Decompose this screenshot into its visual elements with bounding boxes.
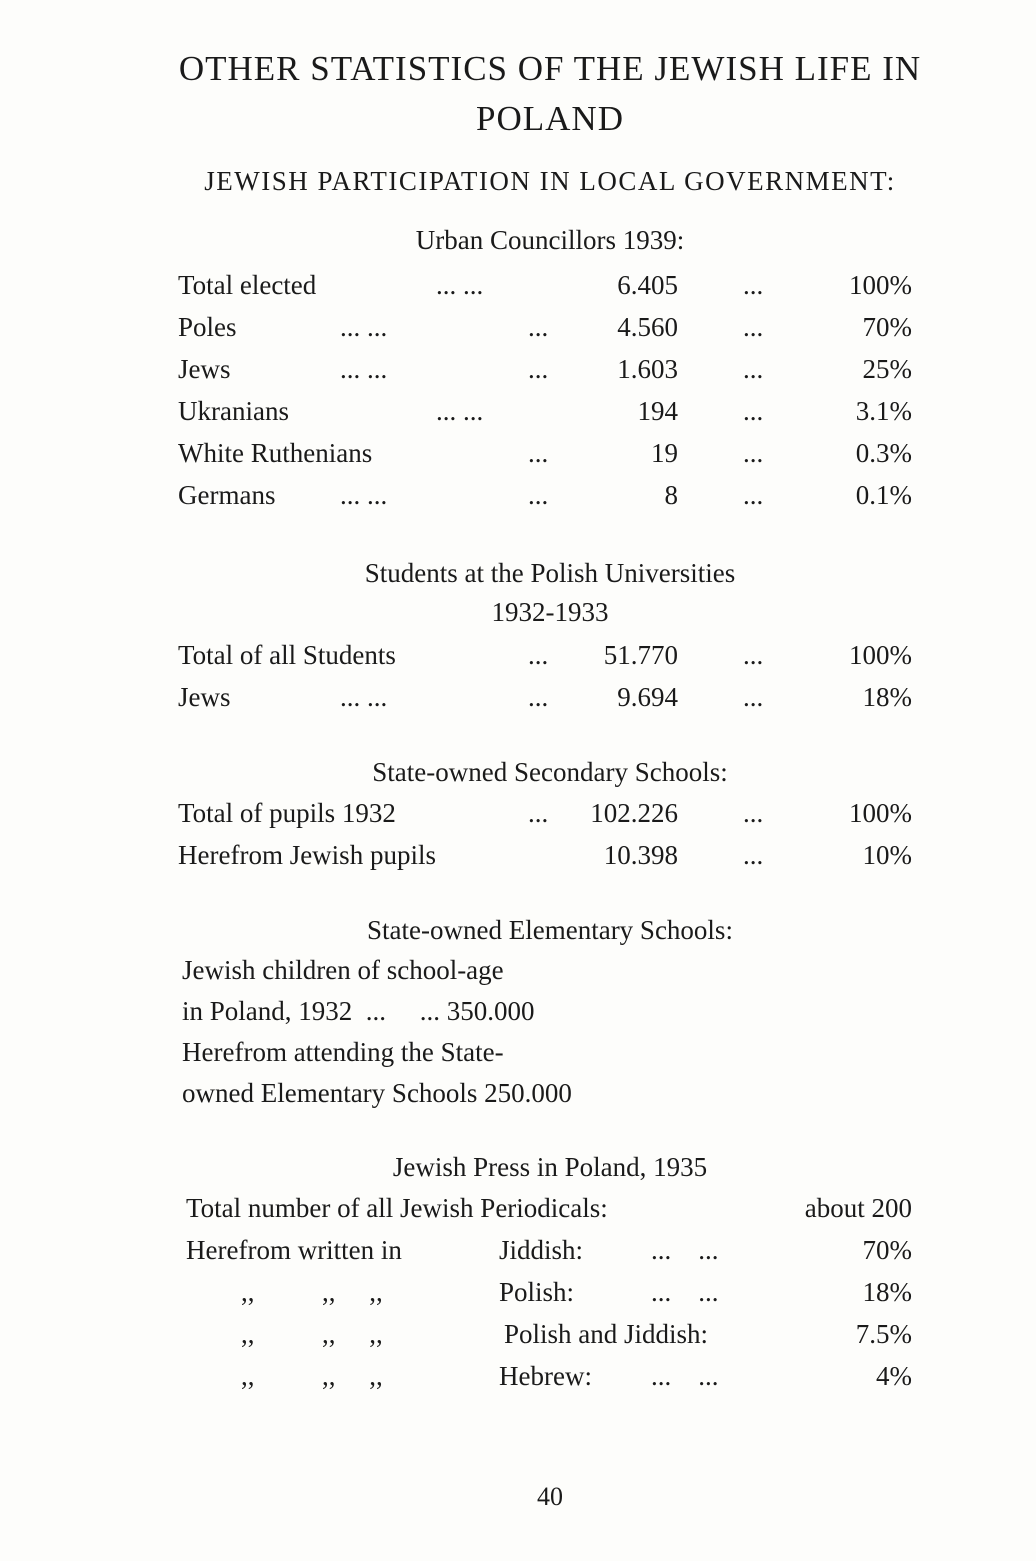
section-subtitle: JEWISH PARTICIPATION IN LOCAL GOVERNMENT: bbox=[204, 166, 896, 196]
row-percent: 100% bbox=[849, 270, 912, 300]
row-dots: ... bbox=[743, 840, 764, 870]
councillors-heading: Urban Councillors 1939: bbox=[415, 225, 685, 255]
press-row-language: Polish: bbox=[499, 1277, 575, 1307]
press-row-language: Jiddish: bbox=[499, 1235, 584, 1265]
press-row-percent: 4% bbox=[876, 1361, 912, 1391]
table-row bbox=[178, 396, 918, 434]
row-dots: ... bbox=[743, 438, 764, 468]
row-label: Total of all Students bbox=[178, 640, 396, 670]
row-dots: ... bbox=[528, 682, 549, 712]
row-dots: ... bbox=[743, 354, 764, 384]
elementary-line: in Poland, 1932 ... ... 350.000 bbox=[182, 996, 535, 1026]
row-dots: ... bbox=[743, 798, 764, 828]
page-number: 40 bbox=[537, 1482, 563, 1511]
row-percent: 3.1% bbox=[855, 396, 912, 426]
row-dots: ... ... bbox=[340, 312, 388, 342]
row-value: 9.694 bbox=[617, 682, 678, 712]
row-dots: ... bbox=[743, 396, 764, 426]
row-percent: 100% bbox=[849, 798, 912, 828]
table-row bbox=[178, 354, 918, 392]
page-title bbox=[60, 44, 1036, 144]
row-percent: 18% bbox=[862, 682, 912, 712]
press-row-dots: ... ... bbox=[651, 1235, 719, 1265]
row-label: Germans bbox=[178, 480, 276, 510]
row-label: Total of pupils 1932 bbox=[178, 798, 396, 828]
elementary-heading: State-owned Elementary Schools: bbox=[367, 915, 733, 945]
row-value: 8 bbox=[664, 480, 678, 510]
press-total-row bbox=[186, 1193, 912, 1231]
press-total-value: about 200 bbox=[804, 1193, 912, 1223]
row-dots: ... bbox=[743, 312, 764, 342]
press-row-prefix: ,, ,, ,, bbox=[241, 1361, 383, 1391]
press-row-language: Polish and Jiddish: bbox=[504, 1319, 709, 1349]
row-dots: ... bbox=[743, 640, 764, 670]
row-dots: ... bbox=[528, 640, 549, 670]
row-value: 194 bbox=[637, 396, 678, 426]
row-percent: 25% bbox=[862, 354, 912, 384]
row-value: 19 bbox=[651, 438, 678, 468]
row-value: 51.770 bbox=[603, 640, 678, 670]
table-row bbox=[178, 480, 918, 518]
row-dots: ... bbox=[528, 480, 549, 510]
press-total-label: Total number of all Jewish Periodicals: bbox=[186, 1193, 608, 1223]
row-dots: ... ... bbox=[340, 480, 388, 510]
press-row bbox=[186, 1319, 912, 1357]
row-dots: ... bbox=[528, 354, 549, 384]
press-row-language: Hebrew: bbox=[499, 1361, 592, 1391]
table-row bbox=[178, 682, 918, 720]
press-row-dots: ... ... bbox=[651, 1277, 719, 1307]
row-label: White Ruthenians bbox=[178, 438, 373, 468]
row-dots: ... bbox=[528, 438, 549, 468]
row-dots: ... bbox=[528, 798, 549, 828]
row-label: Jews bbox=[178, 354, 231, 384]
row-dots: ... ... bbox=[340, 354, 388, 384]
row-value: 10.398 bbox=[603, 840, 678, 870]
row-dots: ... bbox=[743, 682, 764, 712]
title-line-2: POLAND bbox=[476, 99, 624, 138]
table-row bbox=[178, 798, 918, 836]
press-heading: Jewish Press in Poland, 1935 bbox=[392, 1152, 708, 1182]
row-dots: ... ... bbox=[340, 682, 388, 712]
row-value: 1.603 bbox=[617, 354, 678, 384]
row-label: Herefrom Jewish pupils bbox=[178, 840, 436, 870]
row-percent: 0.3% bbox=[855, 438, 912, 468]
row-dots: ... ... bbox=[436, 270, 484, 300]
students-heading: Students at the Polish Universities bbox=[364, 558, 736, 588]
row-dots: ... bbox=[743, 480, 764, 510]
press-row bbox=[186, 1361, 912, 1399]
table-row bbox=[178, 270, 918, 308]
row-value: 4.560 bbox=[617, 312, 678, 342]
row-percent: 0.1% bbox=[855, 480, 912, 510]
row-label: Ukranians bbox=[178, 396, 289, 426]
students-heading-years: 1932-1933 bbox=[491, 597, 609, 627]
press-row-prefix: ,, ,, ,, bbox=[241, 1277, 383, 1307]
row-percent: 100% bbox=[849, 640, 912, 670]
secondary-heading: State-owned Secondary Schools: bbox=[372, 757, 728, 787]
elementary-line: Jewish children of school-age bbox=[182, 955, 504, 985]
title-line-1: OTHER STATISTICS OF THE JEWISH LIFE IN bbox=[178, 49, 922, 88]
table-row bbox=[178, 840, 918, 878]
row-value: 6.405 bbox=[617, 270, 678, 300]
press-row bbox=[186, 1277, 912, 1315]
table-row bbox=[178, 640, 918, 678]
press-row bbox=[186, 1235, 912, 1273]
elementary-line: owned Elementary Schools 250.000 bbox=[182, 1078, 572, 1108]
row-dots: ... bbox=[528, 312, 549, 342]
press-row-prefix: ,, ,, ,, bbox=[241, 1319, 383, 1349]
row-percent: 10% bbox=[862, 840, 912, 870]
row-dots: ... ... bbox=[436, 396, 484, 426]
table-row bbox=[178, 438, 918, 476]
elementary-line: Herefrom attending the State- bbox=[182, 1037, 504, 1067]
row-percent: 70% bbox=[862, 312, 912, 342]
press-row-prefix: Herefrom written in bbox=[186, 1235, 402, 1265]
press-row-percent: 18% bbox=[862, 1277, 912, 1307]
table-row bbox=[178, 312, 918, 350]
row-label: Total elected bbox=[178, 270, 317, 300]
press-row-percent: 70% bbox=[862, 1235, 912, 1265]
row-label: Jews bbox=[178, 682, 231, 712]
row-label: Poles bbox=[178, 312, 237, 342]
row-dots: ... bbox=[743, 270, 764, 300]
press-row-dots: ... ... bbox=[651, 1361, 719, 1391]
row-value: 102.226 bbox=[590, 798, 678, 828]
press-row-percent: 7.5% bbox=[855, 1319, 912, 1349]
